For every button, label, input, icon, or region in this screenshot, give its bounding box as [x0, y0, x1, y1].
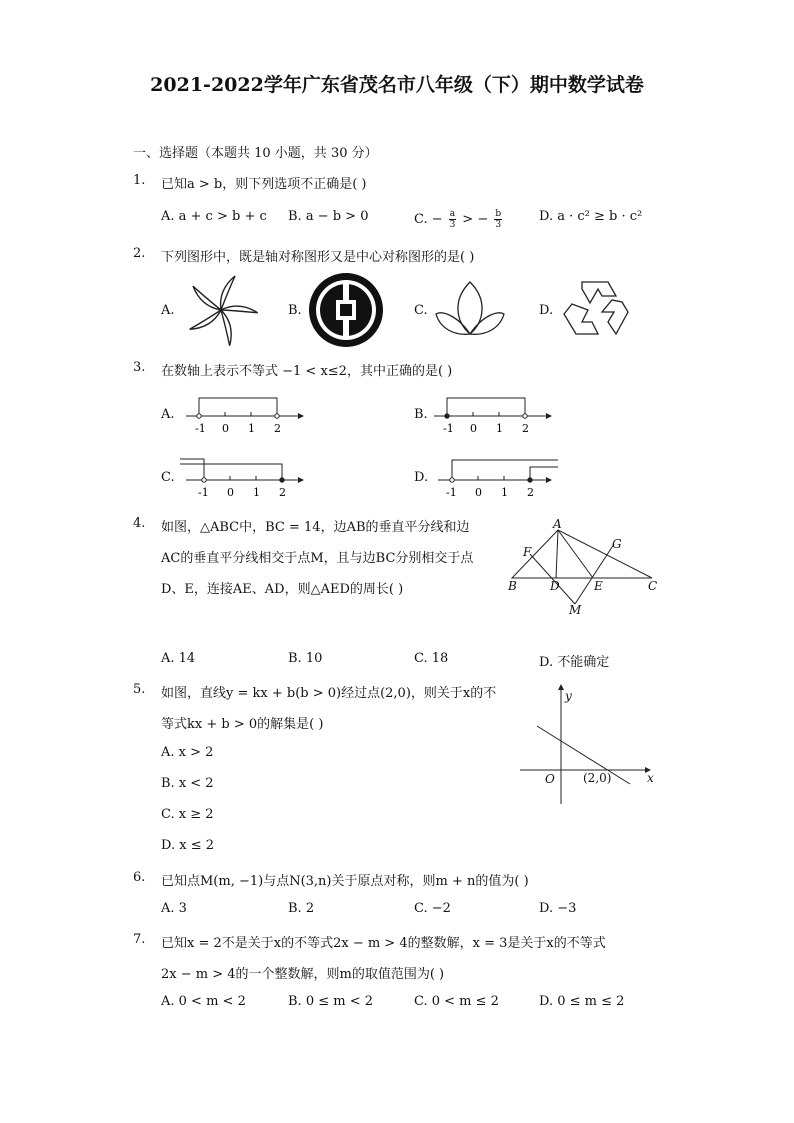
q1-option-d[interactable]: D. a · c² ≥ b · c² — [539, 209, 643, 224]
q1-option-c[interactable] — [414, 209, 504, 230]
tick-label: -1 — [443, 422, 454, 435]
q2-stem: 下列图形中，既是轴对称图形又是中心对称图形的是( ) — [161, 250, 475, 265]
q2-option-c-label[interactable]: C. — [414, 303, 428, 318]
tick-label: -1 — [195, 422, 206, 435]
q7-option-c[interactable]: C. 0 < m ≤ 2 — [414, 994, 499, 1009]
q3-option-c-label[interactable]: C. — [161, 470, 175, 485]
tick-label: 1 — [501, 486, 508, 499]
q7-option-d[interactable]: D. 0 ≤ m ≤ 2 — [539, 994, 625, 1009]
q3-option-a-label[interactable]: A. — [161, 407, 175, 422]
q4-option-a[interactable]: A. 14 — [161, 651, 196, 666]
q6-option-d[interactable]: D. −3 — [539, 901, 577, 916]
tick-label: 0 — [222, 422, 229, 435]
x-axis-label: x — [647, 771, 654, 785]
q5-line-2: 等式kx + b > 0的解集是( ) — [161, 717, 324, 732]
point-label-g: G — [612, 537, 622, 551]
vertex-label-c: C — [648, 579, 658, 593]
point-label-m: M — [569, 603, 582, 616]
tick-label: 0 — [470, 422, 477, 435]
point-label-d: D — [550, 579, 560, 593]
q4-number: 4. — [133, 516, 146, 531]
tick-label: 2 — [522, 422, 529, 435]
pinwheel-figure — [176, 272, 266, 348]
tick-label: 0 — [227, 486, 234, 499]
q1-fraction-a — [449, 209, 456, 230]
q3-stem: 在数轴上表示不等式 −1 < x≤2，其中正确的是( ) — [161, 364, 453, 379]
q4-line-3: D、E，连接AE、AD，则△AED的周长( ) — [161, 582, 404, 597]
number-line-a — [180, 390, 310, 438]
q6-stem: 已知点M(m, −1)与点N(3,n)关于原点对称，则m + n的值为( ) — [161, 874, 529, 889]
q4-option-b[interactable]: B. 10 — [288, 651, 323, 666]
q6-option-c[interactable]: C. −2 — [414, 901, 451, 916]
fraction-numerator: a — [449, 209, 456, 219]
q5-line-1: 如图，直线y = kx + b(b > 0)经过点(2,0)，则关于x的不 — [161, 686, 497, 701]
vertex-label-b: B — [508, 579, 517, 593]
q7-line-2: 2x − m > 4的一个整数解，则m的取值范围为( ) — [161, 967, 445, 982]
q5-number: 5. — [133, 682, 146, 697]
q6-number: 6. — [133, 870, 146, 885]
tick-label: -1 — [446, 486, 457, 499]
q1-option-c-prefix: C. − — [414, 212, 443, 227]
vertex-label-a: A — [553, 518, 562, 531]
intercept-label: (2,0) — [583, 771, 612, 785]
q3-option-b-label[interactable]: B. — [414, 407, 428, 422]
q7-line-1: 已知x = 2不是关于x的不等式2x − m > 4的整数解，x = 3是关于x的不等式 — [161, 936, 606, 951]
tick-label: 2 — [527, 486, 534, 499]
q2-number: 2. — [133, 246, 146, 261]
number-line-b — [428, 390, 558, 438]
tick-label: 0 — [475, 486, 482, 499]
point-label-f: F — [523, 545, 532, 559]
q4-option-d[interactable]: D. 不能确定 — [539, 655, 610, 670]
page-title: 2021-2022学年广东省茂名市八年级（下）期中数学试卷 — [150, 74, 644, 96]
q5-line-graph — [515, 684, 665, 814]
q5-option-a[interactable]: A. x > 2 — [161, 745, 214, 760]
q1-option-b[interactable]: B. a − b > 0 — [288, 209, 369, 224]
q7-option-a[interactable]: A. 0 < m < 2 — [161, 994, 246, 1009]
q6-option-b[interactable]: B. 2 — [288, 901, 315, 916]
section-heading: 一、选择题（本题共 10 小题，共 30 分） — [133, 146, 378, 161]
q1-fraction-b — [494, 209, 502, 230]
point-label-e: E — [594, 579, 603, 593]
tick-label: -1 — [198, 486, 209, 499]
tick-label: 1 — [248, 422, 255, 435]
q4-triangle-figure — [500, 518, 665, 616]
y-axis-label: y — [565, 689, 572, 703]
q4-option-c[interactable]: C. 18 — [414, 651, 449, 666]
tick-label: 2 — [279, 486, 286, 499]
number-line-d — [432, 454, 562, 502]
q6-option-a[interactable]: A. 3 — [161, 901, 187, 916]
recycle-triangle-figure — [558, 278, 632, 342]
q1-number: 1. — [133, 173, 146, 188]
q5-option-c[interactable]: C. x ≥ 2 — [161, 807, 214, 822]
tick-label: 1 — [253, 486, 260, 499]
q2-option-d-label[interactable]: D. — [539, 303, 554, 318]
q5-option-d[interactable]: D. x ≤ 2 — [161, 838, 214, 853]
q4-line-1: 如图，△ABC中，BC = 14，边AB的垂直平分线和边 — [161, 520, 470, 535]
q2-option-a-label[interactable]: A. — [161, 303, 175, 318]
tick-label: 2 — [274, 422, 281, 435]
tick-label: 1 — [496, 422, 503, 435]
origin-label: O — [545, 772, 555, 786]
q5-option-b[interactable]: B. x < 2 — [161, 776, 214, 791]
ancient-coin-figure — [306, 270, 386, 350]
fraction-denominator: 3 — [495, 220, 502, 230]
lotus-figure — [432, 276, 508, 338]
q7-option-b[interactable]: B. 0 ≤ m < 2 — [288, 994, 374, 1009]
q4-line-2: AC的垂直平分线相交于点M，且与边BC分别相交于点 — [161, 551, 474, 566]
q3-number: 3. — [133, 360, 146, 375]
q2-option-b-label[interactable]: B. — [288, 303, 302, 318]
fraction-numerator: b — [495, 209, 502, 219]
number-line-c — [180, 454, 310, 502]
q1-option-a[interactable]: A. a + c > b + c — [161, 209, 267, 224]
q7-number: 7. — [133, 932, 146, 947]
q1-stem: 已知a > b，则下列选项不正确是( ) — [161, 177, 367, 192]
q3-option-d-label[interactable]: D. — [414, 470, 429, 485]
fraction-denominator: 3 — [449, 220, 456, 230]
y-axis-arrow-icon — [558, 684, 564, 690]
q1-option-c-mid: > − — [462, 212, 489, 227]
